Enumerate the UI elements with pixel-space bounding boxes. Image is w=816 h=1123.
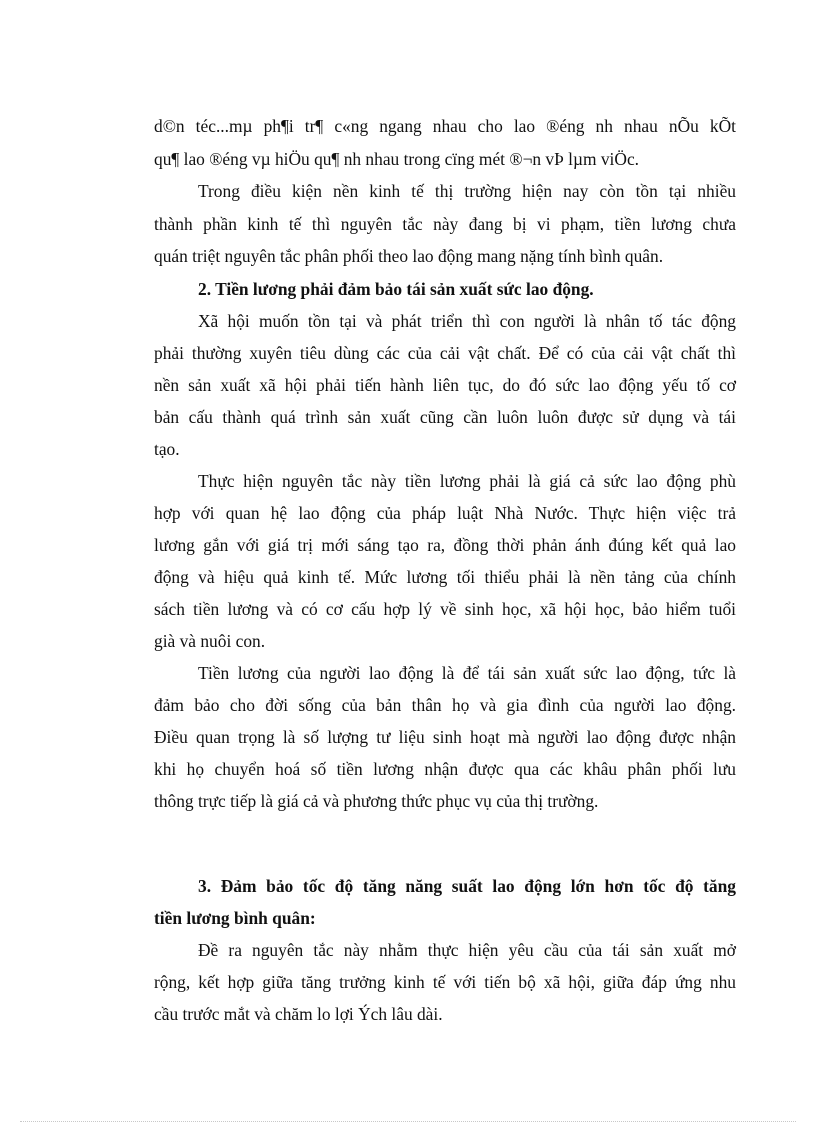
paragraph-4-line-3: lương gắn với giá trị mới sáng tạo ra, đồng thời phản ánh đúng kết quả lao — [154, 535, 736, 555]
paragraph-2-line-3: quán triệt nguyên tắc phân phối theo lao động mang nặng tính bình quân. — [154, 246, 664, 266]
paragraph-2-line-1: Trong điều kiện nền kinh tế thị trường hiện nay còn tồn tại nhiều — [198, 181, 736, 201]
page-bottom-rule — [20, 1121, 796, 1122]
paragraph-2-line-2: thành phần kinh tế thì nguyên tắc này đang bị vi phạm, tiền lương chưa — [154, 214, 736, 234]
section-heading-2: 2. Tiền lương phải đảm bảo tái sản xuất sức lao động. — [198, 279, 594, 299]
paragraph-5-line-3: Điều quan trọng là số lượng tư liệu sinh hoạt mà người lao động được nhận — [154, 727, 736, 747]
paragraph-4-line-4: động và hiệu quả kinh tế. Mức lương tối thiểu phải là nền tảng của chính — [154, 567, 736, 587]
paragraph-5-line-5: thông trực tiếp là giá cả và phương thức phục vụ của thị trường. — [154, 791, 599, 811]
paragraph-3-line-3: nền sản xuất xã hội phải tiến hành liên tục, do đó sức lao động yếu tố cơ — [154, 375, 736, 395]
paragraph-4-line-2: hợp với quan hệ lao động của pháp luật Nhà Nước. Thực hiện việc trả — [154, 503, 736, 523]
paragraph-3-line-5: tạo. — [154, 439, 180, 459]
paragraph-5-line-2: đảm bảo cho đời sống của bản thân họ và gia đình của người lao động. — [154, 695, 736, 715]
section-heading-3-line-2: tiền lương bình quân: — [154, 908, 316, 928]
paragraph-4-line-6: già và nuôi con. — [154, 631, 266, 651]
paragraph-3-line-4: bản cấu thành quá trình sản xuất cũng cần luôn luôn được sử dụng và tái — [154, 407, 736, 427]
paragraph-5-line-1: Tiền lương của người lao động là để tái sản xuất sức lao động, tức là — [198, 663, 736, 683]
paragraph-3-line-1: Xã hội muốn tồn tại và phát triển thì con người là nhân tố tác động — [198, 311, 736, 331]
paragraph-4-line-5: sách tiền lương và có cơ cấu hợp lý về sinh học, xã hội học, bảo hiểm tuổi — [154, 599, 736, 619]
paragraph-6-line-1: Đề ra nguyên tắc này nhằm thực hiện yêu cầu của tái sản xuất mở — [198, 940, 736, 960]
paragraph-1-line-1: d©n téc...mµ ph¶i tr¶ c«ng ngang nhau cho lao ®éng nh nhau nÕu kÕt — [154, 116, 736, 136]
paragraph-6-line-2: rộng, kết hợp giữa tăng trưởng kinh tế với tiến bộ xã hội, giữa đáp ứng nhu — [154, 972, 736, 992]
paragraph-6-line-3: cầu trước mắt và chăm lo lợi Ých lâu dài. — [154, 1004, 443, 1024]
paragraph-3-line-2: phải thường xuyên tiêu dùng các của cải vật chất. Để có của cải vật chất thì — [154, 343, 736, 363]
paragraph-1-line-2: qu¶ lao ®éng vµ hiÖu qu¶ nh nhau trong cïng mét ®¬n vÞ lµm viÖc. — [154, 149, 640, 169]
paragraph-5-line-4: khi họ chuyển hoá số tiền lương nhận được qua các khâu phân phối lưu — [154, 759, 736, 779]
section-heading-3-line-1: 3. Đảm bảo tốc độ tăng năng suất lao động lớn hơn tốc độ tăng — [198, 876, 736, 896]
paragraph-4-line-1: Thực hiện nguyên tắc này tiền lương phải là giá cả sức lao động phù — [198, 471, 736, 491]
